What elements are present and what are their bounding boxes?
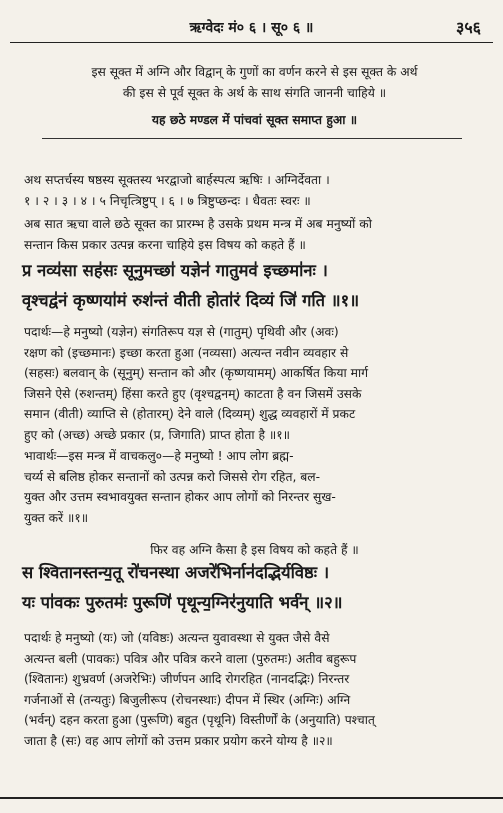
- text-line: समान (वीती) व्याप्ति से (होतारम्) देने वाले (दिव्यम्) शुद्ध व्यवहारों में प्रकट: [24, 407, 356, 421]
- text-line: अब सात ऋचा वाले छठे सूक्त का प्रारम्भ है उसके प्रथम मन्त्र में अब मनुष्यों को: [24, 217, 372, 231]
- header-rule: [10, 42, 493, 43]
- text-line: पदार्थः हे मनुष्यो (यः) जो (यविष्ठः) अत्यन्त युवावस्था से युक्त जैसे वैसे: [24, 631, 330, 645]
- text-line: सन्तान किस प्रकार उत्पन्न करना चाहिये इस विषय को कहते हैं ॥: [24, 237, 306, 252]
- section-divider: [42, 138, 462, 139]
- page-bottom-rule: [0, 797, 503, 799]
- text-line: जाता है (सः) वह आप लोगों को उत्तम प्रकार प्रयोग करने योग्य है ॥२॥: [24, 733, 333, 748]
- intro-paragraph: [24, 62, 485, 103]
- padartha-1: [24, 322, 485, 445]
- bhavartha-1: [24, 446, 485, 528]
- text-line: १ । २ । ३ । ४ । ५ निचृत्त्रिष्टुप् । ६ । ७ त्रिष्टुप्छन्दः । धैवतः स्वरः ॥: [24, 193, 311, 208]
- text-line: अथ सप्तर्चस्य षष्ठस्य सूक्तस्य भरद्वाजो बार्हस्पत्य ऋषिः । अग्निर्देवता ।: [24, 173, 330, 187]
- text-line: की इस से पूर्व सूक्त के अर्थ के साथ संगति जाननी चाहिये ॥: [122, 85, 387, 100]
- section-closing: यह छठे मण्डल में पांचवां सूक्त समाप्त हुआ ॥: [151, 113, 358, 127]
- mantra-1: [22, 256, 485, 316]
- running-header: [0, 10, 503, 40]
- text-line: गर्जनाओं से (तन्यतुः) बिजुलीरूप (रोचनस्थाः) दीपन में स्थिर (अग्निः) अग्नि: [24, 692, 351, 707]
- text-line: हुए को (अच्छ) अच्छे प्रकार (प्र, जिगाति) प्राप्त होता है ॥१॥: [24, 427, 291, 442]
- padartha-2: [24, 628, 485, 751]
- text-line: चर्य्य से बलिष्ठ होकर सन्तानों को उत्पन्न करो जिससे रोग रहित, बल-: [24, 469, 321, 484]
- text-line: जिसने ऐसे (रुशन्तम्) हिंसा करते हुए (वृश्चद्वनम्) काटता है वन जिसमें उसके: [24, 386, 362, 401]
- text-line: युक्त करें ॥१॥: [24, 510, 89, 525]
- mantra-line: वृश्चद्व॑नं कृष्णया॑मं रुश॑न्तं वीती होता॑रं दिव्यं जि॑ गति ॥१॥: [22, 291, 360, 310]
- mantra-line: स श्वितानस्तन्य॒तू रो॑चनस्था अजरे॑भिर्नान॑दद्भिर्यविष्ठः ।: [22, 563, 330, 582]
- text-line: युक्त और उत्तम स्वभावयुक्त सन्तान होकर आप लोगों को निरन्तर सुख-: [24, 490, 336, 504]
- sukta-intro: [24, 214, 485, 255]
- text-line: रक्षण को (इच्छमानः) इच्छा करता हुआ (नव्यसा) अत्यन्त नवीन व्यवहार से: [24, 345, 349, 360]
- text-line: (श्वितानः) शुभ्रवर्ण (अजरेभिः) जीर्णपन आदि रोगरहित (नानदद्भिः) निरन्तर: [24, 672, 350, 686]
- page-number: ३५६: [456, 18, 481, 37]
- text-line: इस सूक्त में अग्नि और विद्वान् के गुणों का वर्णन करने से इस सूक्त के अर्थ: [91, 65, 418, 79]
- mantra-line: यः पा॑वकः पुरुतमः॑ पुरूणि॑ पृथून्य॒ग्निर॑नुयाति भर्व॑न् ॥२॥: [22, 593, 343, 612]
- text-line: (भर्वन्) दहन करता हुआ (पुरूणि) बहुत (पृथूनि) विस्तीर्णों के (अनुयाति) पश्चात्: [24, 713, 375, 727]
- transition-line: फिर वह अग्नि कैसा है इस विषय को कहते हैं ॥: [150, 543, 359, 557]
- text-line: भावार्थः—इस मन्त्र में वाचकलु०—हे मनुष्यो ! आप लोग ब्रह्म-: [24, 449, 294, 463]
- text-line: पदार्थः—हे मनुष्यो (यज्ञेन) संगतिरूप यज्ञ से (गातुम्) पृथिवी और (अवः): [24, 325, 339, 339]
- text-line: (सहसः) बलवान् के (सूनुम्) सन्तान को और (कृष्णयामम्) आकर्षित किया मार्ग: [24, 366, 369, 380]
- text-line: अत्यन्त बली (पावकः) पवित्र और पवित्र करने वाला (पुरुतमः) अतीव बहुरूप: [24, 651, 357, 666]
- header-title: ऋग्वेदः मं० ६ । सू० ६ ॥: [189, 20, 314, 36]
- mantra-2: [22, 558, 485, 618]
- mantra-line: प्र नव्य॑सा सह॑सः सूनुमच्छा॑ यज्ञेन॑ गातुमव॑ इच्छमा॑नः ।: [22, 261, 328, 280]
- sukta-header: [24, 170, 485, 211]
